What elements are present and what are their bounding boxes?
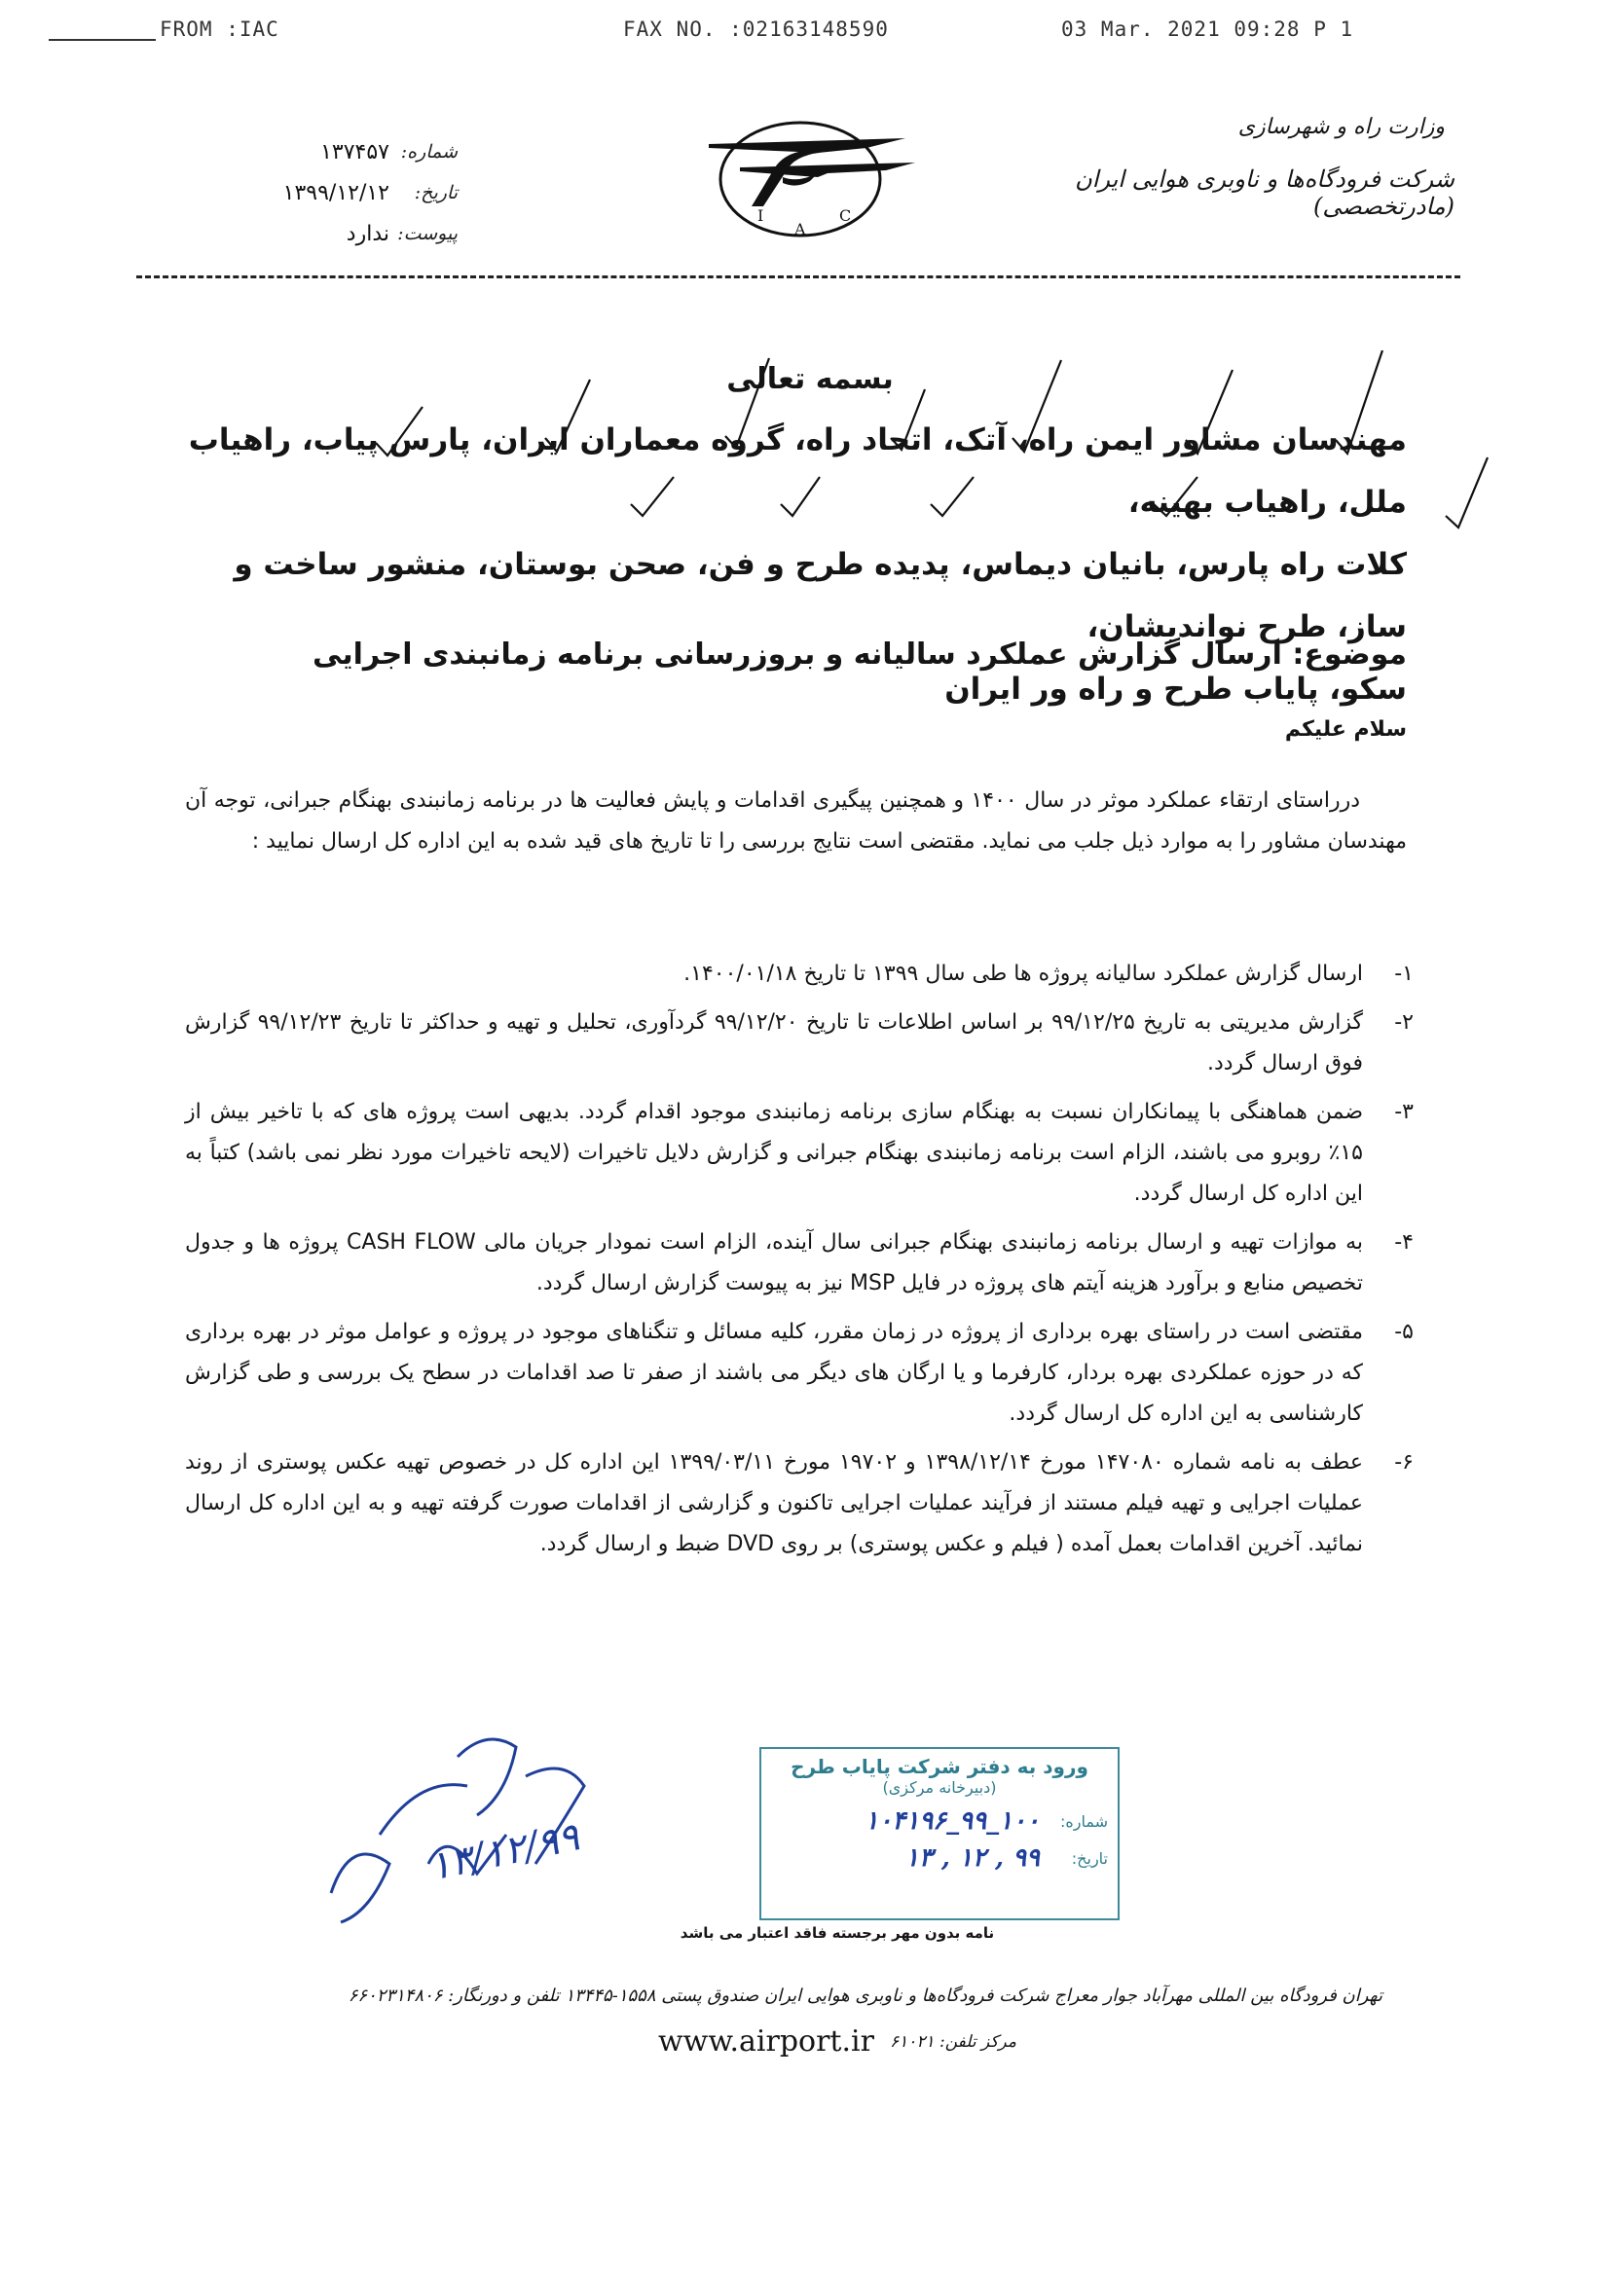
subject-label: موضوع: [1292,638,1407,672]
incoming-stamp [759,1747,1120,1920]
letter-date-row [195,172,458,213]
letterhead-divider [136,275,1460,278]
addressee-line: کلات راه پارس، بانیان دیماس، پدیده طرح و فن، صحن بوستان، منشور ساخت و ساز، طرح نواندیشان، [234,547,1407,644]
letter-number-row [195,131,458,172]
logo-letter-a: A [794,220,806,238]
fax-datetime: 03 Mar. 2021 09:28 P 1 [1061,18,1354,41]
item-number: ۳- [1394,1100,1414,1124]
fax-from-underline [49,18,156,41]
addressee-block [166,409,1407,720]
item-number: ۲- [1394,1010,1414,1035]
handwritten-signature [312,1718,633,1942]
addressee-line: مهندسان مشاور ایمن راه، آتک، اتحاد راه، گروه معماران ایران، پارس پیاب، راهیاب ملل، راهیاب بهینه، [188,422,1407,520]
item-text: به موازات تهیه و ارسال برنامه زمانبندی بهنگام جبرانی سال آینده، الزام است نمودار جریان مالی CASH FLOW پروژه ها و جدول تخصیص منابع و برآورد هزینه آیتم های پروژه در فایل MSP نیز به پیوست گزارش ارسال گردد. [185,1230,1364,1295]
stamp-title: ورود به دفتر شرکت پایاب طرح [791,1755,1088,1778]
intro-paragraph: درراستای ارتقاء عملکرد موثر در سال ۱۴۰۰ و همچنین پیگیری اقدامات و پایش فعالیت ها در برنامه زمانبندی بهنگام جبرانی، توجه آن مهندسان مشاور را به موارد ذیل جلب می نماید. مقتضی است نتایج بررسی را تا تاریخ های قید شده به این اداره کل ارسال نمایید : [185,788,1407,854]
stamp-date-label: تاریخ: [1071,1848,1108,1868]
stamp-date-row [771,1843,1108,1873]
signature-date-note: ۱۳/۱۲/۹۹ [424,1814,583,1890]
list-item [185,1002,1414,1084]
fax-from: FROM :IAC [49,18,279,41]
footer-phone: مرکز تلفن: ۶۱۰۲۱ [889,2031,1017,2052]
letter-date-label: تاریخ: [414,182,458,203]
letter-attachment-value: ندارد [346,221,389,246]
item-number: ۱- [1394,962,1414,986]
item-text: عطف به نامه شماره ۱۴۷۰۸۰ مورخ ۱۳۹۸/۱۲/۱۴ و ۱۹۷۰۲ مورخ ۱۳۹۹/۰۳/۱۱ این اداره کل در خصوص تهیه عکس پوستری از روند عملیات اجرایی و تهیه فیلم مستند از فرآیند عملیات اجرایی تاکنون و گزارشی از اقدامات صورت گرفته تهیه و به این اداره کل ارسال نمائید. آخرین اقدامات بعمل آمده ( فیلم و عکس پوستری) بر روی DVD ضبط و ارسال گردد. [185,1450,1363,1556]
item-list [185,954,1414,1565]
logo-letter-i: I [757,206,764,225]
subject-line [292,638,1407,672]
footer-address: تهران فرودگاه بین المللی مهرآباد جوار معراج شرکت فرودگاه‌ها و ناوبری هوایی ایران صندوق پستی ۱۵۵۸-۱۳۴۴۵ تلفن و دورنگار: ۶۶۰۲۳۱۴۸۰۶ [348,1986,1382,2006]
footer-contact [584,2024,1090,2059]
logo-letter-c: C [839,206,852,225]
stamp-number-label: شماره: [1059,1811,1108,1831]
letter-attachment-row [195,213,458,254]
fax-number: FAX NO. :02163148590 [623,18,889,41]
item-text: ارسال گزارش عملکرد سالیانه پروژه ها طی سال ۱۳۹۹ تا تاریخ ۱۴۰۰/۰۱/۱۸. [683,962,1363,986]
stamp-number-value: ۱۰۰_۹۹_۱۰۴۱۹۶ [865,1806,1040,1836]
footer-website: www.airport.ir [657,2024,874,2059]
letter-number-label: شماره: [400,141,458,163]
list-item [185,1222,1414,1304]
letter-date-value: ۱۳۹۹/۱۲/۱۲ [282,180,389,205]
item-text: ضمن هماهنگی با پیمانکاران نسبت به بهنگام سازی برنامه زمانبندی موجود اقدام گردد. بدیهی است پروژه های که با تاخیر بیش از ۱۵٪ روبرو می باشند، الزام است برنامه زمانبندی بهنگام جبرانی و گزارش دلایل تاخیرات (لایحه تاخیرات مورد نظر نمی باشد) کتباً به این اداره کل ارسال گردد. [185,1100,1363,1206]
item-number: ۵- [1394,1320,1414,1344]
letter-meta [195,131,458,254]
greeting: سلام علیکم [1284,717,1407,742]
company-name: شرکت فرودگاه‌ها و ناوبری هوایی ایران (مادرتخصصی) [1075,165,1454,220]
item-number: ۶- [1394,1450,1414,1475]
letter-number-value: ۱۳۷۴۵۷ [320,139,389,164]
ministry-name: وزارت راه و شهرسازی [1237,115,1445,139]
stamp-subtitle: (دبیرخانه مرکزی) [882,1778,997,1797]
seal-notice: نامه بدون مهر برجسته فاقد اعتبار می باشد [680,1924,995,1942]
list-item [185,1442,1414,1565]
stamp-date-value: ۹۹ , ۱۲ , ۱۳ [904,1843,1040,1873]
list-item [185,1092,1414,1215]
item-text: مقتضی است در راستای بهره برداری از پروژه در زمان مقرر، کلیه مسائل و تنگناهای موجود در پروژه و عوامل موثر در بهره برداری که در حوزه عملکردی بهره بردار، کارفرما و یا ارگان های دیگر می باشند از صفر تا صد اقدامات در سطح یک بررسی و طی گزارش کارشناسی به این اداره کل ارسال گردد. [185,1320,1363,1426]
list-item [185,1312,1414,1435]
invocation: بسمه تعالی [726,362,894,396]
iac-logo [681,109,925,245]
subject-text: ارسال گزارش عملکرد سالیانه و بروزرسانی برنامه زمانبندی اجرایی [313,638,1282,672]
item-number: ۴- [1394,1230,1414,1255]
item-text: گزارش مدیریتی به تاریخ ۹۹/۱۲/۲۵ بر اساس اطلاعات تا تاریخ ۹۹/۱۲/۲۰ گردآوری، تحلیل و تهیه و حداکثر تا تاریخ ۹۹/۱۲/۲۳ گزارش فوق ارسال گردد. [185,1010,1363,1075]
list-item [185,954,1414,995]
letter-attachment-label: پیوست: [397,223,458,244]
addressee-line: سکو، پایاب طرح و راه ور ایران [944,672,1407,707]
stamp-number-row [771,1806,1108,1836]
